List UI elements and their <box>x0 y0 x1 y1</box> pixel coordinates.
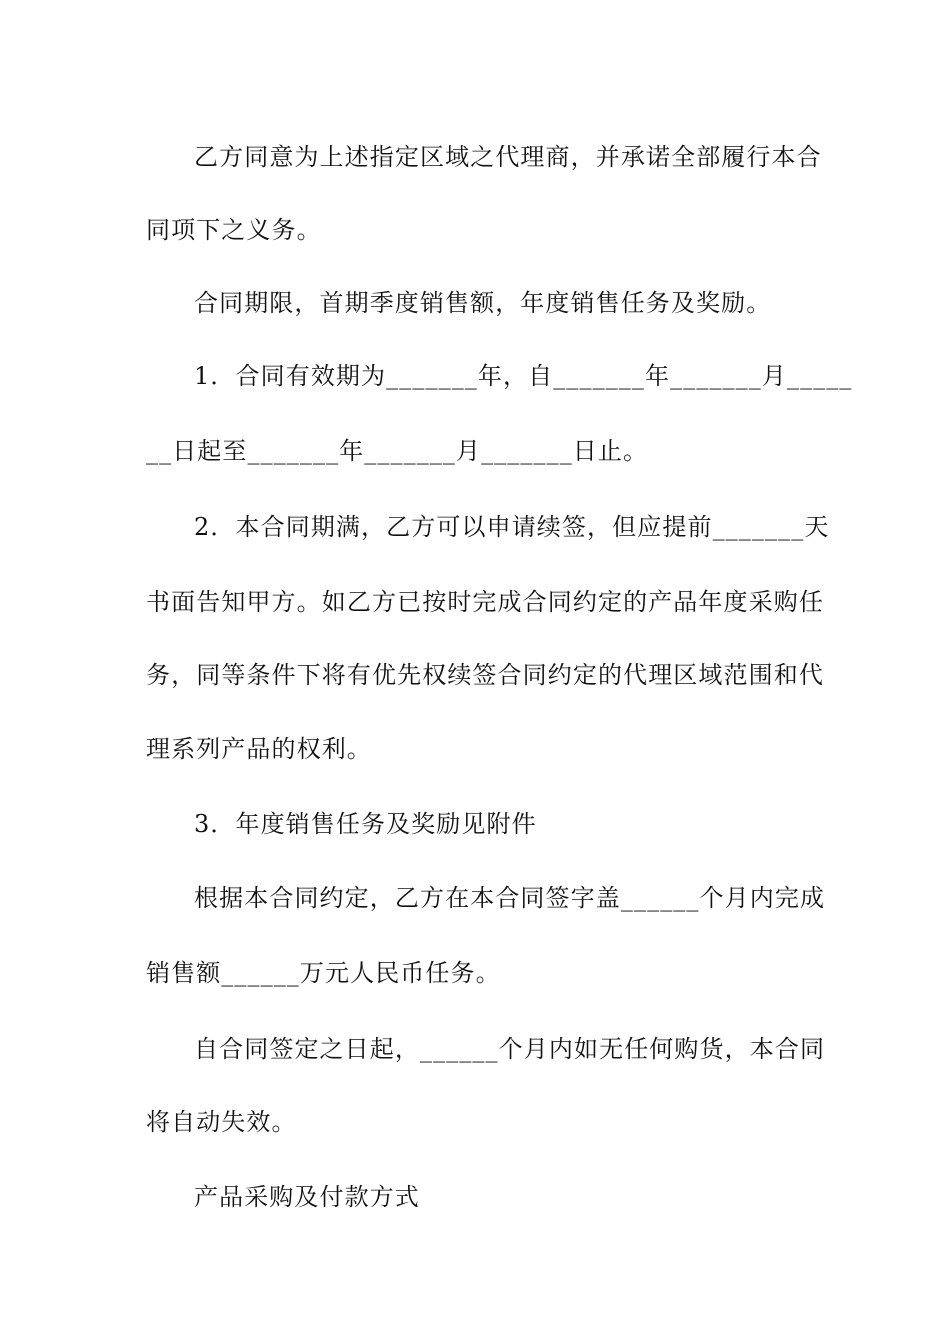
text-line-10: 3．年度销售任务及奖励见附件 <box>194 810 537 838</box>
text-line-6: 2 ． 本 合 同 期 满 ， 乙 方 可 以 申 请 续 签 ， 但 应 提 前 _ _ _ _ _ _ _ 天 <box>194 513 830 541</box>
text-line-14: 将自动失效。 <box>146 1108 297 1136</box>
text-line-7: 书 面 告 知 甲 方 。 如 乙 方 已 按 时 完 成 合 同 约 定 的 产 品 年 度 采 购 任 <box>146 588 824 616</box>
text-line-5: __日起至_______年_______月_______日止。 <box>146 437 649 465</box>
text-line-9: 理系列产品的权利。 <box>146 735 372 763</box>
text-line-15: 产品采购及付款方式 <box>194 1183 420 1211</box>
text-line-2: 同项下之义务。 <box>146 216 322 244</box>
text-line-8: 务 ， 同 等 条 件 下 将 有 优 先 权 续 签 合 同 约 定 的 代 理 区 域 范 围 和 代 <box>146 661 824 689</box>
text-line-12: 销售额______万元人民币任务。 <box>146 959 501 987</box>
text-line-4: 1 ． 合 同 有 效 期 为 _ _ _ _ _ _ _ 年 ， 自 _ _ _ _ _ _ _ 年 _ _ _ _ _ _ _ 月 _ _ _ _ _ <box>194 362 853 390</box>
text-line-13: 自 合 同 签 定 之 日 起 ， _ _ _ _ _ _ 个 月 内 如 无 任 何 购 货 ， 本 合 同 <box>194 1035 826 1063</box>
text-line-11: 根 据 本 合 同 约 定 ， 乙 方 在 本 合 同 签 字 盖 _ _ _ _ _ _ 个 月 内 完 成 <box>194 884 826 912</box>
text-line-3: 合同期限，首期季度销售额，年度销售任务及奖励。 <box>194 289 772 317</box>
text-line-1: 乙 方 同 意 为 上 述 指 定 区 域 之 代 理 商 ， 并 承 诺 全 部 履 行 本 合 <box>194 143 822 171</box>
